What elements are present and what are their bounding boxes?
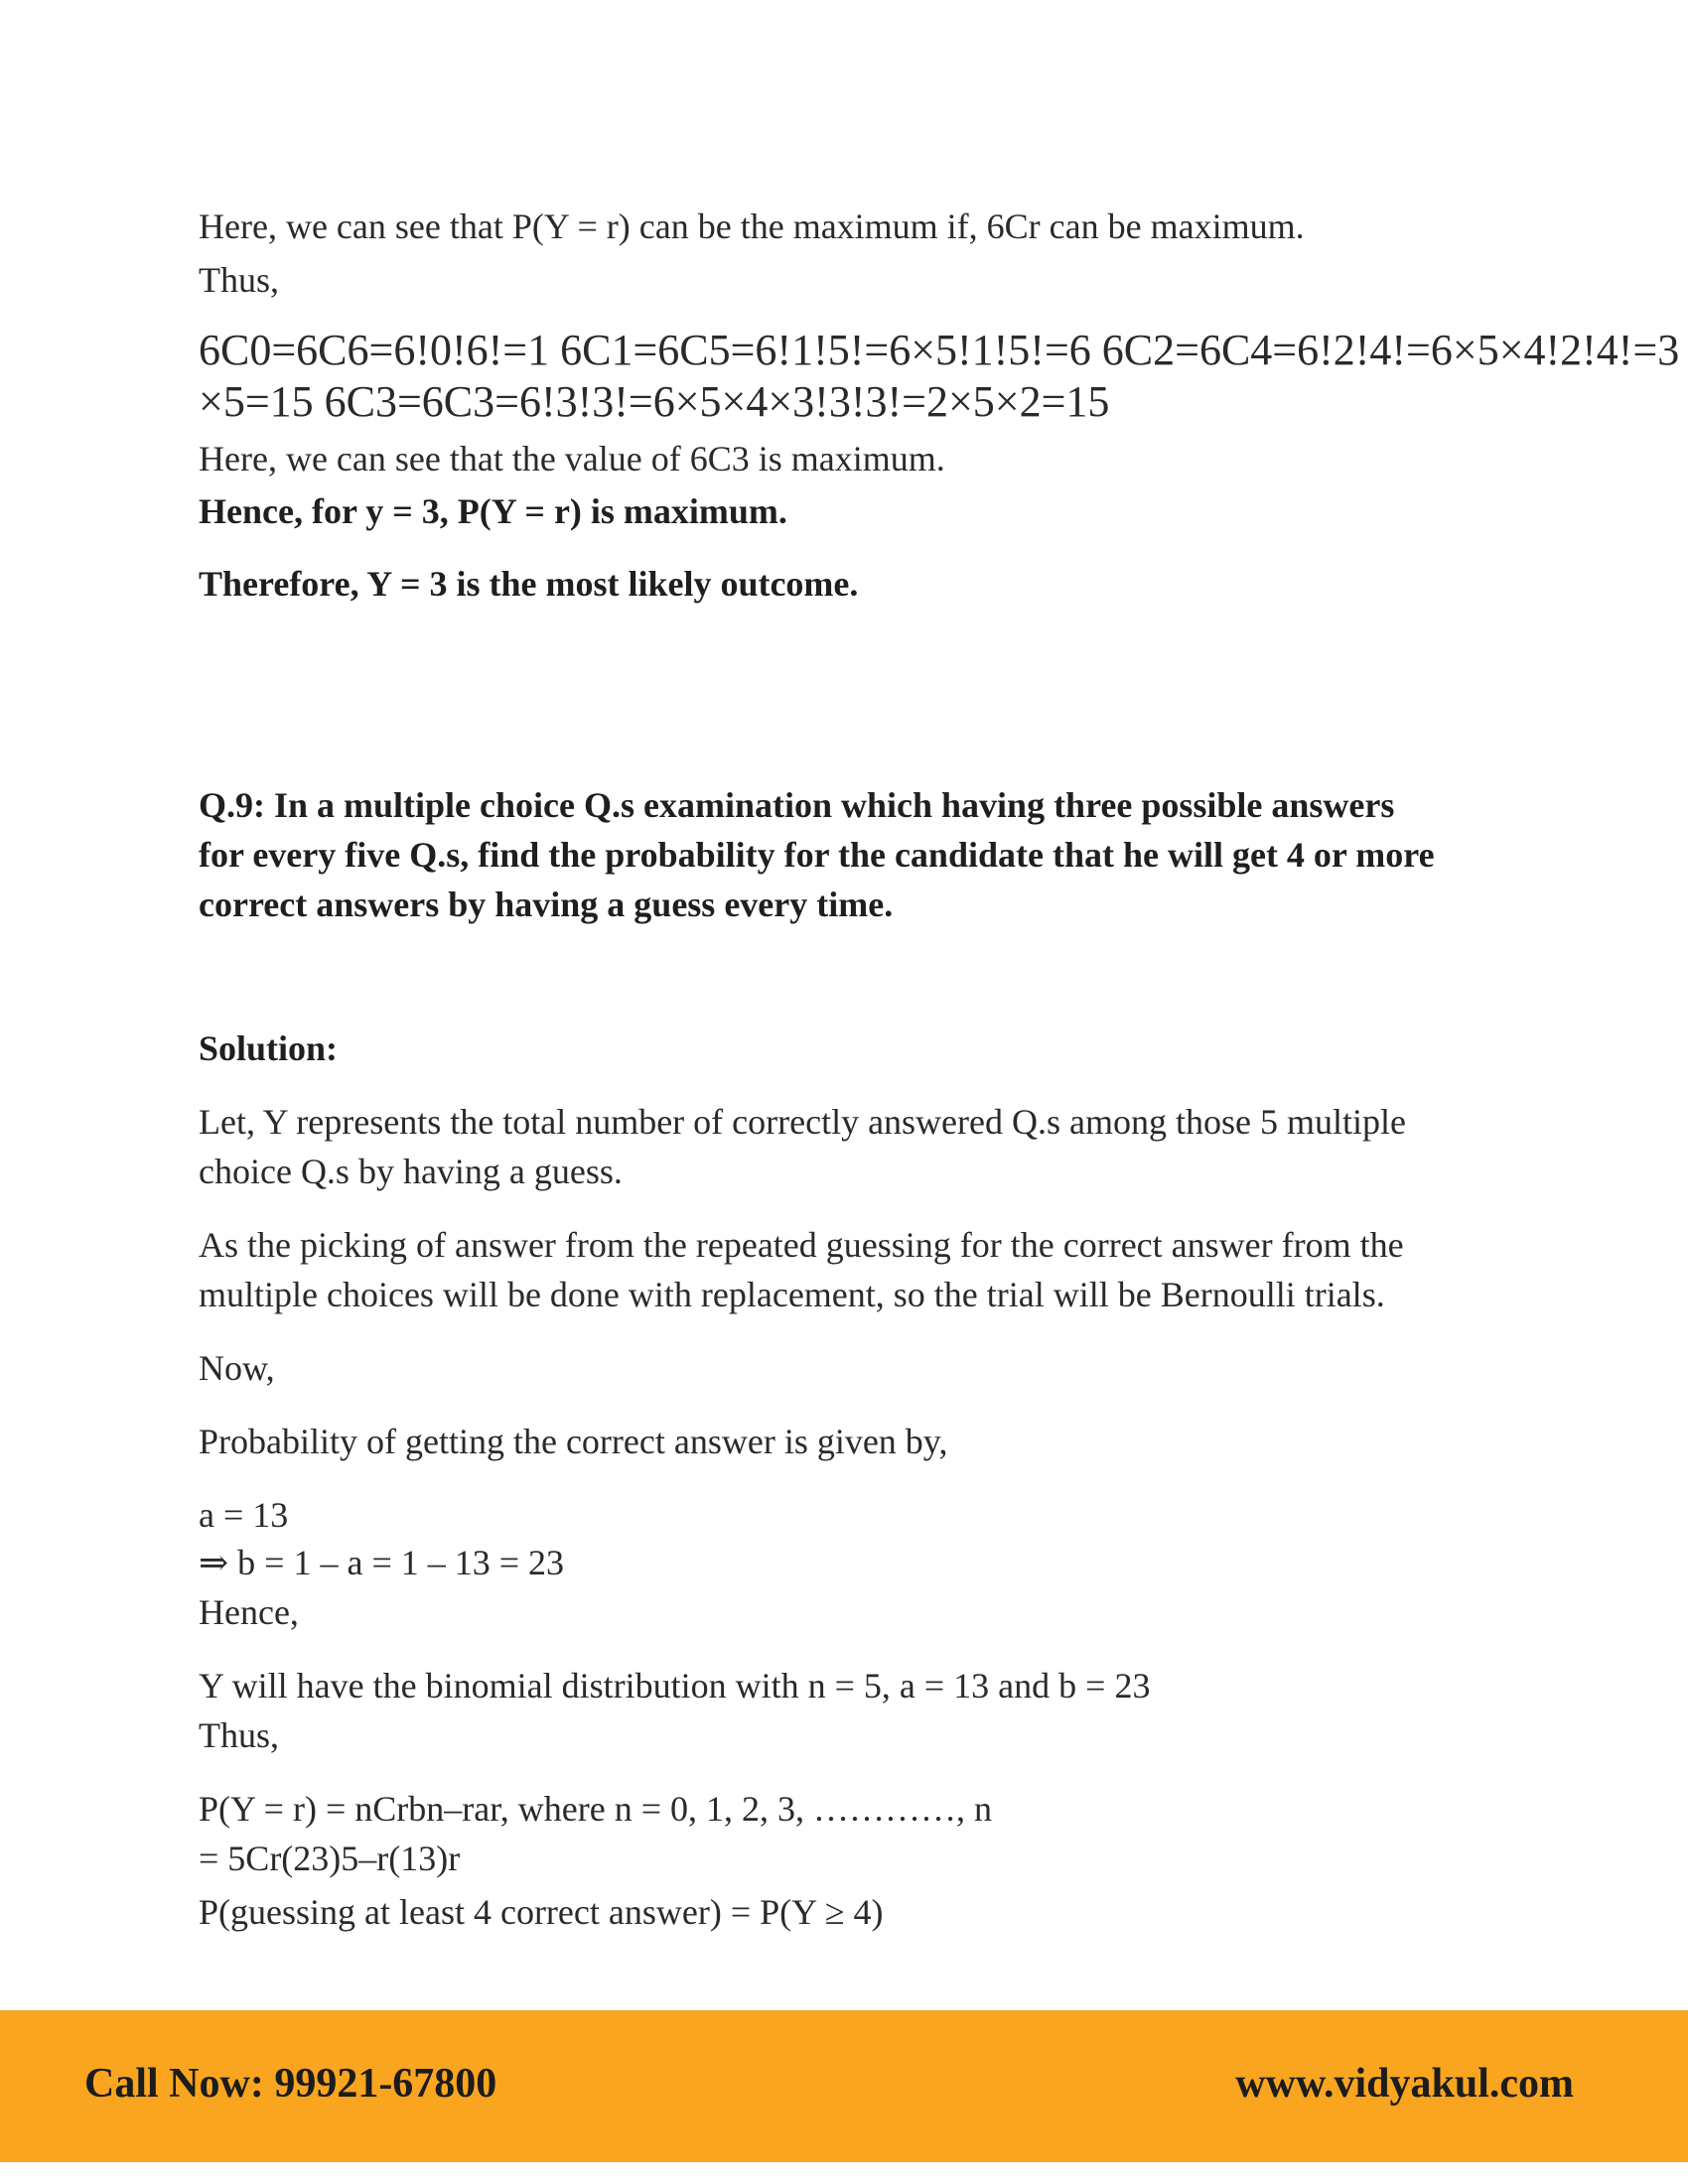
question-line: Q.9: In a multiple choice Q.s examination which having three possible answers <box>199 785 1395 825</box>
text-line: Here, we can see that the value of 6C3 is maximum. <box>199 439 945 478</box>
website-link[interactable]: www.vidyakul.com <box>1235 2061 1574 2107</box>
text-line: Probability of getting the correct answer is given by, <box>199 1422 948 1461</box>
text-line: Hence, <box>199 1592 299 1632</box>
equation-line: ×5=15 6C3=6C3=6!3!3!=6×5×4×3!3!3!=2×5×2=15 <box>199 377 1110 426</box>
text-line: Here, we can see that P(Y = r) can be the maximum if, 6Cr can be maximum. <box>199 206 1305 246</box>
text-line: Thus, <box>199 1715 279 1755</box>
question-line: for every five Q.s, find the probability for the candidate that he will get 4 or more <box>199 835 1435 875</box>
conclusion-statement: Therefore, Y = 3 is the most likely outcome. <box>199 564 859 604</box>
text-line: choice Q.s by having a guess. <box>199 1152 623 1191</box>
equation-line: ⇒ b = 1 – a = 1 – 13 = 23 <box>199 1543 565 1582</box>
equation-line: 6C0=6C6=6!0!6!=1 6C1=6C5=6!1!5!=6×5!1!5!=6 6C2=6C4=6!2!4!=6×5×4!2!4!=3 <box>199 326 1680 374</box>
solution-heading: Solution: <box>199 1028 339 1068</box>
equation-line: P(guessing at least 4 correct answer) = P(Y ≥ 4) <box>199 1892 884 1932</box>
text-line: multiple choices will be done with replacement, so the trial will be Bernoulli trials. <box>199 1275 1385 1314</box>
footer-bar <box>0 2010 1688 2162</box>
text-line: Let, Y represents the total number of correctly answered Q.s among those 5 multiple <box>199 1102 1406 1142</box>
text-line: Thus, <box>199 260 279 300</box>
text-line: As the picking of answer from the repeated guessing for the correct answer from the <box>199 1225 1404 1265</box>
text-line: Now, <box>199 1348 275 1388</box>
equation-line: a = 13 <box>199 1495 289 1535</box>
equation-line: = 5Cr(23)5–r(13)r <box>199 1839 461 1878</box>
question-line: correct answers by having a guess every time. <box>199 885 894 924</box>
call-now-phone[interactable]: Call Now: 99921-67800 <box>84 2061 497 2107</box>
bold-statement: Hence, for y = 3, P(Y = r) is maximum. <box>199 491 787 531</box>
text-line: Y will have the binomial distribution with n = 5, a = 13 and b = 23 <box>199 1666 1151 1706</box>
equation-line: P(Y = r) = nCrbn–rar, where n = 0, 1, 2, 3, …………, n <box>199 1789 993 1829</box>
